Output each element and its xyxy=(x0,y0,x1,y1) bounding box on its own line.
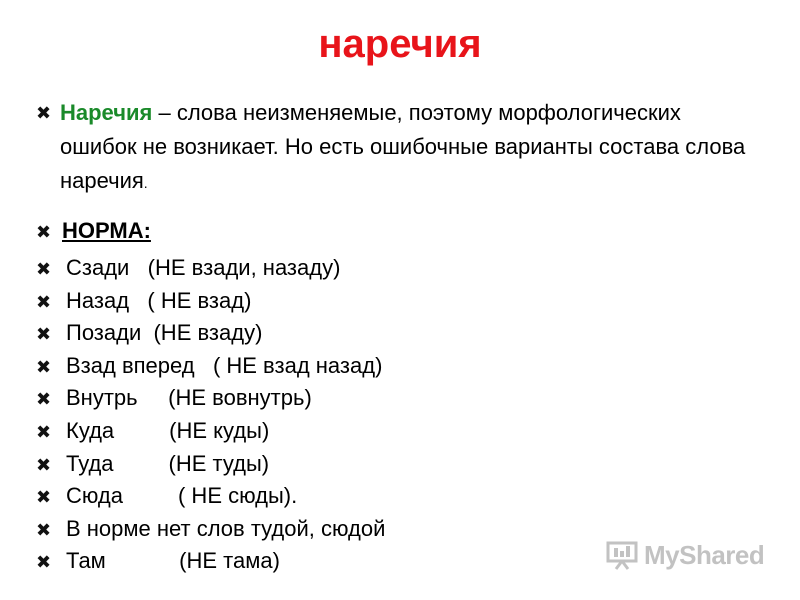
x-mark-icon: ✖ xyxy=(36,454,52,475)
norm-item-word: Сзади xyxy=(66,255,130,280)
norm-item-alt: (НЕ куды) xyxy=(114,417,270,443)
x-mark-icon: ✖ xyxy=(36,222,52,242)
x-mark-icon: ✖ xyxy=(36,259,52,279)
norm-item-word: В норме нет слов тудой, сюдой xyxy=(66,515,386,541)
norm-item xyxy=(36,318,385,351)
norm-list xyxy=(36,253,385,579)
norm-item xyxy=(36,351,385,384)
norm-label: НОРМА: xyxy=(62,218,151,243)
intro-tail: . xyxy=(143,175,148,191)
norm-item-word: Назад xyxy=(66,287,130,313)
x-mark-icon: ✖ xyxy=(36,519,52,540)
norm-item-word: Внутрь xyxy=(66,385,138,411)
intro-term: Наречия xyxy=(60,100,153,125)
intro-paragraph xyxy=(36,96,756,200)
norm-item xyxy=(36,253,385,286)
norm-item-alt: (НЕ взади, назаду) xyxy=(129,255,341,280)
norm-heading xyxy=(36,216,151,247)
norm-item-alt: ( НЕ взад назад) xyxy=(194,352,383,378)
norm-item-word: Туда xyxy=(66,450,114,476)
norm-item-word: Там xyxy=(66,548,106,574)
norm-item xyxy=(36,286,385,319)
x-mark-icon: ✖ xyxy=(36,421,52,442)
norm-item-alt: ( НЕ взад) xyxy=(129,287,252,313)
x-mark-icon: ✖ xyxy=(36,487,52,508)
presentation-icon xyxy=(606,539,638,571)
x-mark-icon: ✖ xyxy=(36,552,52,573)
norm-item-alt: (НЕ взаду) xyxy=(141,320,263,346)
norm-item-alt: (НЕ вовнутрь) xyxy=(137,385,312,411)
norm-item xyxy=(36,514,385,547)
intro-text xyxy=(36,96,756,200)
norm-item xyxy=(36,481,385,514)
x-mark-icon: ✖ xyxy=(36,103,52,123)
norm-item-word: Взад вперед xyxy=(66,352,195,378)
x-mark-icon: ✖ xyxy=(36,356,52,377)
norm-item xyxy=(36,416,385,449)
intro-body: – слова неизменяемые, поэтому морфологических ошибок не возникает. Но есть ошибочные варианты состава слова наречия xyxy=(60,100,746,193)
norm-item-word: Куда xyxy=(66,417,115,443)
x-mark-icon: ✖ xyxy=(36,291,52,312)
norm-item-alt: (НЕ тама) xyxy=(105,548,280,574)
norm-item xyxy=(36,546,385,579)
norm-item-word: Позади xyxy=(66,320,142,346)
norm-item-word: Сюда xyxy=(66,483,123,509)
norm-item xyxy=(36,449,385,482)
norm-item-alt: (НЕ туды) xyxy=(113,450,270,476)
norm-item-alt: ( НЕ сюды). xyxy=(122,483,298,509)
x-mark-icon: ✖ xyxy=(36,324,52,345)
slide-title: наречия xyxy=(318,22,482,66)
norm-item xyxy=(36,383,385,416)
watermark-logo xyxy=(606,538,764,572)
x-mark-icon: ✖ xyxy=(36,389,52,410)
logo-text: MyShared xyxy=(644,539,765,570)
